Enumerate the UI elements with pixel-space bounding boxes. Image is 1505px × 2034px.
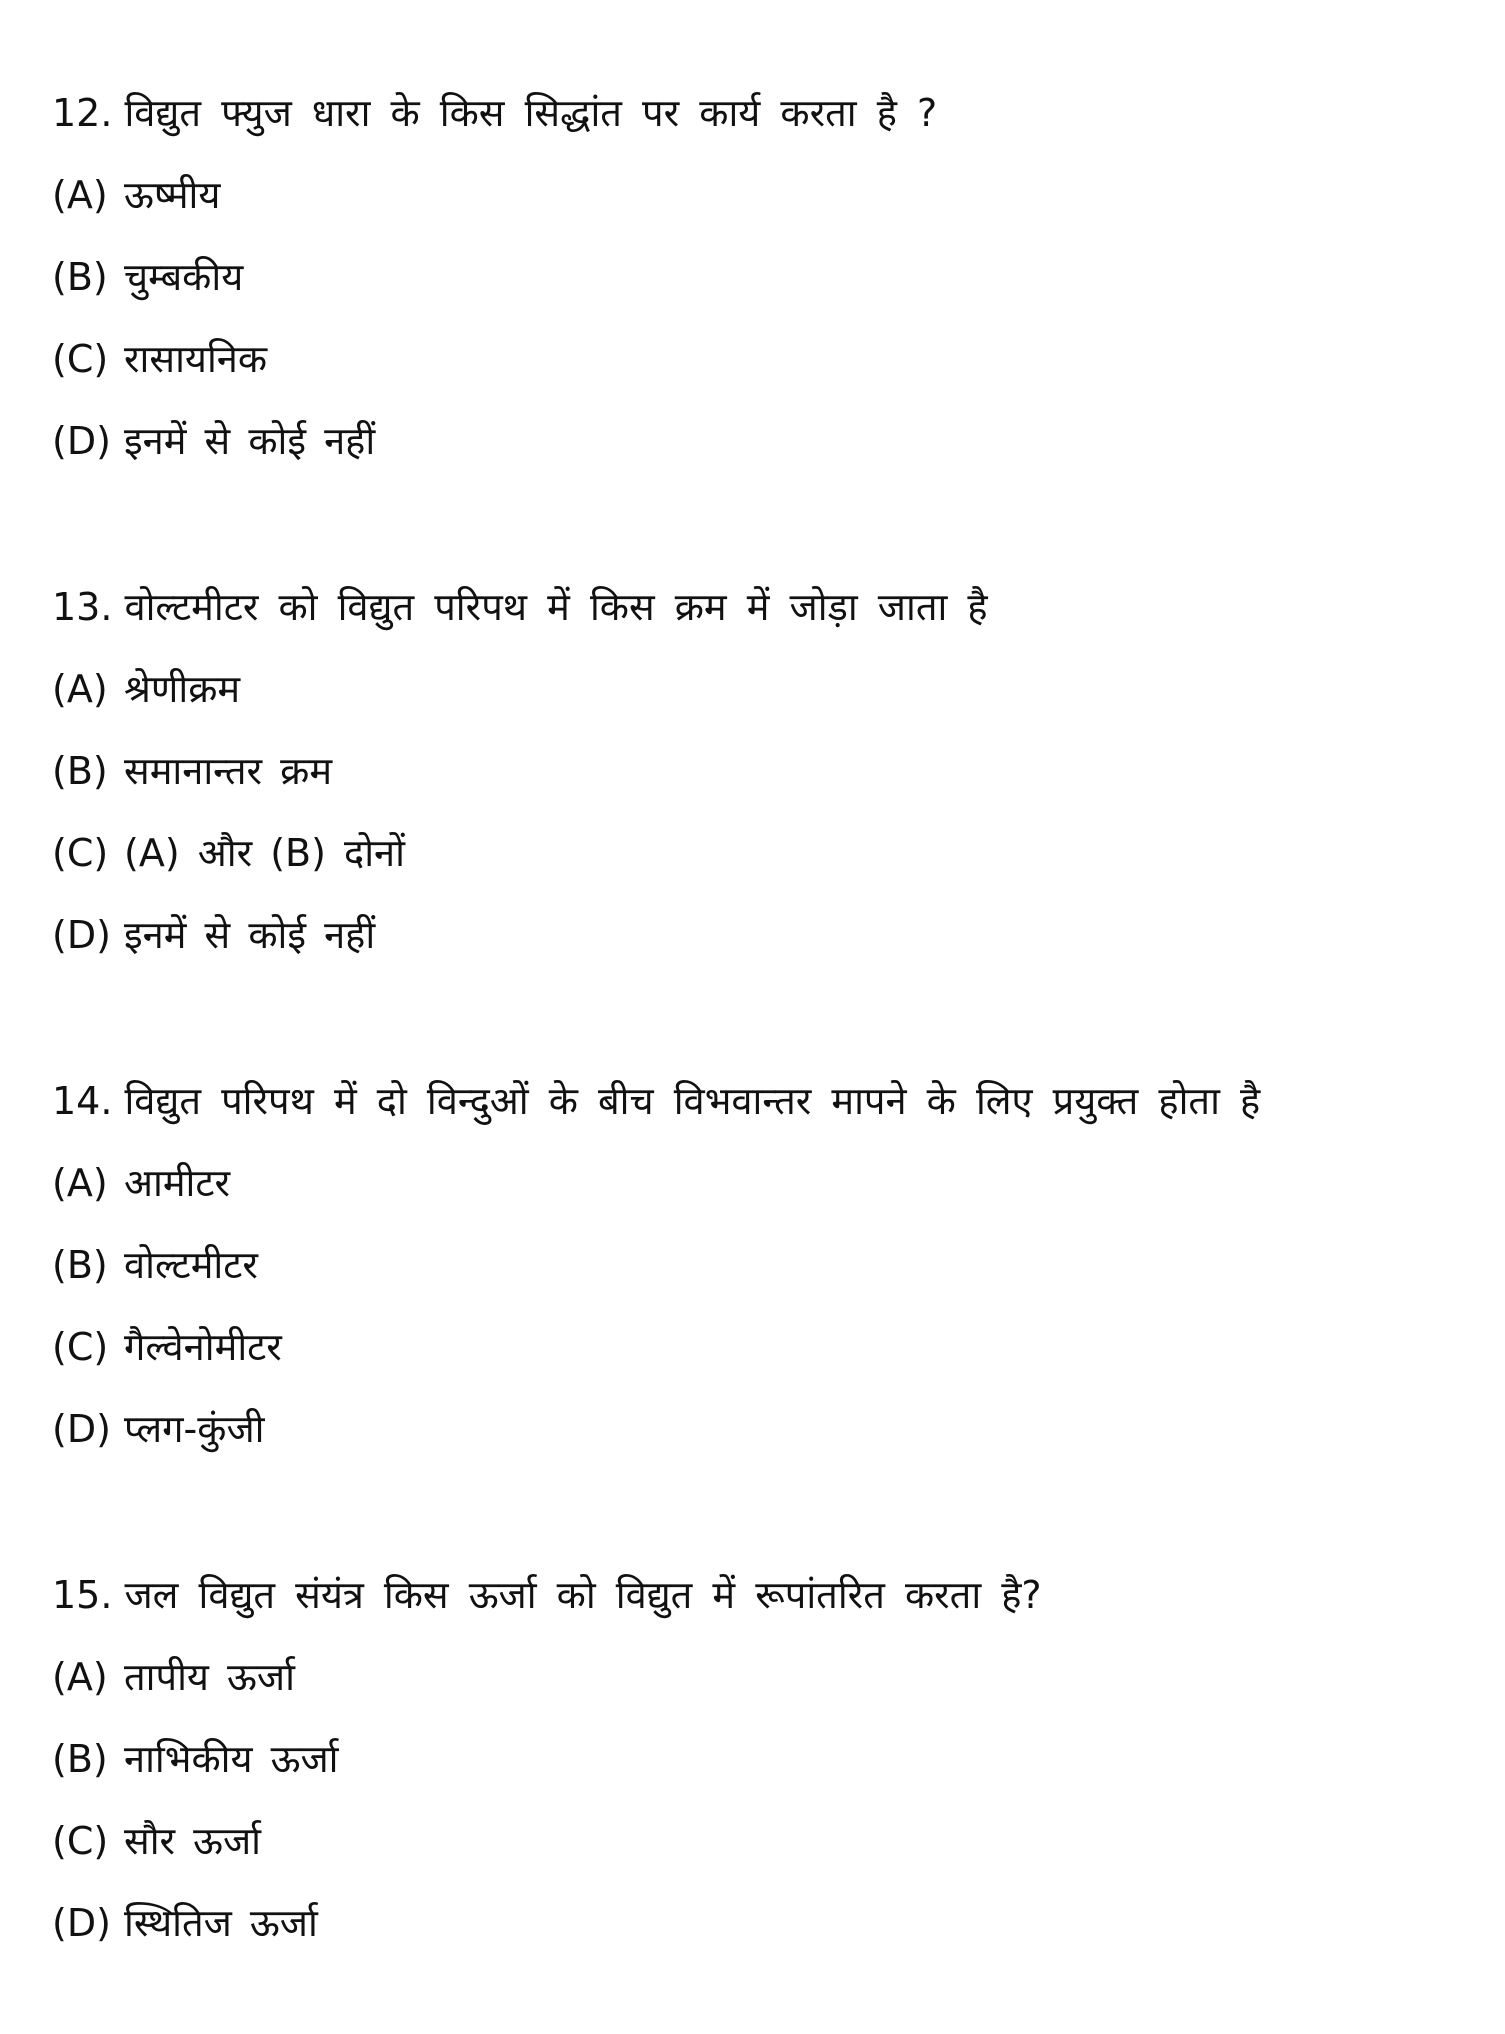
option-text: ऊष्मीय	[124, 173, 221, 217]
question-text: विद्युत परिपथ में दो विन्दुओं के बीच विभवान्तर मापने के लिए प्रयुक्त होता है	[124, 1079, 1261, 1123]
option-text: रासायनिक	[124, 337, 268, 381]
option-c[interactable]	[52, 1800, 1472, 1882]
question-text-line	[52, 1554, 1472, 1636]
option-d[interactable]	[52, 894, 1472, 976]
option-key: (C)	[52, 337, 109, 381]
option-b[interactable]	[52, 1718, 1472, 1800]
question-14	[52, 1060, 1472, 1470]
option-a[interactable]	[52, 1142, 1472, 1224]
option-text: इनमें से कोई नहीं	[124, 913, 376, 957]
question-13	[52, 566, 1472, 976]
option-text: वोल्टमीटर	[124, 1243, 258, 1287]
option-c[interactable]	[52, 812, 1472, 894]
option-text: सौर ऊर्जा	[124, 1819, 262, 1863]
question-12	[52, 72, 1472, 482]
option-key: (A)	[52, 667, 108, 711]
option-key: (D)	[52, 1901, 111, 1945]
question-number: 13.	[52, 585, 113, 629]
option-key: (D)	[52, 913, 111, 957]
option-text: आमीटर	[124, 1161, 231, 1205]
option-a[interactable]	[52, 154, 1472, 236]
option-text: श्रेणीक्रम	[124, 667, 241, 711]
option-text: प्लग-कुंजी	[124, 1407, 265, 1451]
question-number: 15.	[52, 1573, 113, 1617]
option-key: (A)	[52, 1655, 108, 1699]
question-text: वोल्टमीटर को विद्युत परिपथ में किस क्रम में जोड़ा जाता है	[124, 585, 988, 629]
option-key: (C)	[52, 831, 109, 875]
question-text: जल विद्युत संयंत्र किस ऊर्जा को विद्युत में रूपांतरित करता है?	[124, 1573, 1042, 1617]
question-text-line	[52, 72, 1472, 154]
question-text: विद्युत फ्युज धारा के किस सिद्धांत पर कार्य करता है ?	[124, 91, 938, 135]
option-a[interactable]	[52, 1636, 1472, 1718]
option-text: चुम्बकीय	[124, 255, 244, 299]
question-number: 14.	[52, 1079, 113, 1123]
option-b[interactable]	[52, 236, 1472, 318]
option-key: (B)	[52, 1243, 108, 1287]
option-d[interactable]	[52, 400, 1472, 482]
question-text-line	[52, 1060, 1472, 1142]
question-text-line	[52, 566, 1472, 648]
option-key: (D)	[52, 419, 111, 463]
option-c[interactable]	[52, 1306, 1472, 1388]
option-d[interactable]	[52, 1882, 1472, 1964]
option-key: (A)	[52, 173, 108, 217]
option-text: नाभिकीय ऊर्जा	[124, 1737, 339, 1781]
option-text: (A) और (B) दोनों	[124, 831, 405, 875]
option-key: (C)	[52, 1325, 109, 1369]
option-key: (B)	[52, 255, 108, 299]
question-15	[52, 1554, 1472, 1964]
option-b[interactable]	[52, 730, 1472, 812]
option-d[interactable]	[52, 1388, 1472, 1470]
option-b[interactable]	[52, 1224, 1472, 1306]
option-key: (A)	[52, 1161, 108, 1205]
option-text: स्थितिज ऊर्जा	[124, 1901, 318, 1945]
option-key: (C)	[52, 1819, 109, 1863]
question-number: 12.	[52, 91, 113, 135]
option-key: (D)	[52, 1407, 111, 1451]
option-text: तापीय ऊर्जा	[124, 1655, 295, 1699]
option-c[interactable]	[52, 318, 1472, 400]
option-text: गैल्वेनोमीटर	[124, 1325, 282, 1369]
option-key: (B)	[52, 749, 108, 793]
option-a[interactable]	[52, 648, 1472, 730]
option-text: समानान्तर क्रम	[124, 749, 333, 793]
option-key: (B)	[52, 1737, 108, 1781]
option-text: इनमें से कोई नहीं	[124, 419, 376, 463]
